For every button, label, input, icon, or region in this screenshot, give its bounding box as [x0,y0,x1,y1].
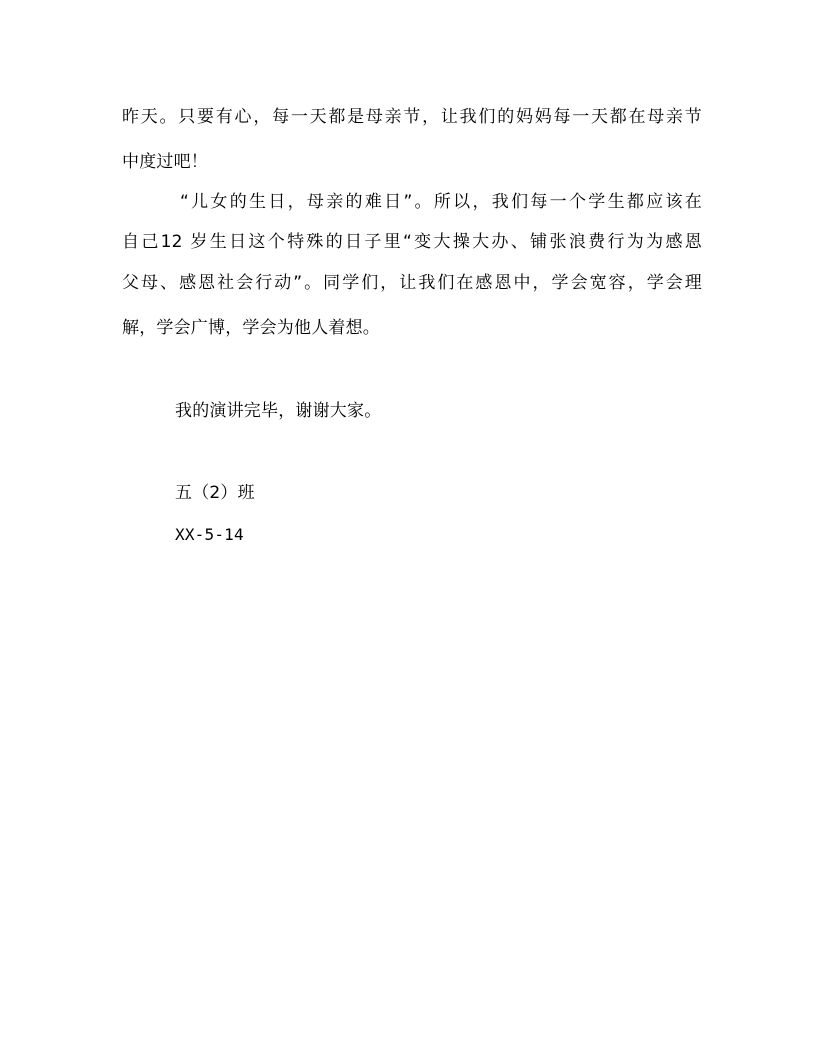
closing-remark: 我的演讲完毕，谢谢大家。 [175,401,382,421]
paragraph2-line3: 父母、感恩社会行动”。同学们，让我们在感恩中，学会宽容，学会理 [122,273,702,293]
paragraph1-line1: 昨天。只要有心，每一天都是母亲节，让我们的妈妈每一天都在母亲节 [122,107,702,127]
paragraph2-line1: “儿女的生日，母亲的难日”。所以，我们每一个学生都应该在 [180,192,702,212]
signature-date: XX-5-14 [175,525,244,544]
paragraph1-line2: 中度过吧！ [122,152,208,172]
paragraph2-line2: 自己12 岁生日这个特殊的日子里“变大操大办、铺张浪费行为为感恩 [122,232,702,252]
paragraph2-line4: 解，学会广博，学会为他人着想。 [122,318,380,338]
signature-class: 五（2）班 [175,483,255,503]
